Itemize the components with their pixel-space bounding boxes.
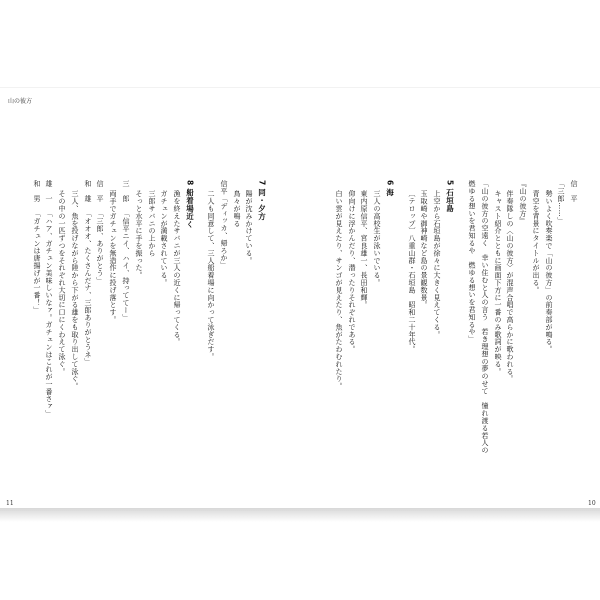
speaker-name: 信 平 xyxy=(570,180,578,203)
script-line: 上空から石垣島が徐々に大きく見えてくる。 xyxy=(433,190,441,338)
script-line: 白い雲が見えたり、サンゴが見えたり、魚がたわむれたり。 xyxy=(335,190,343,390)
script-line: 「ガチュンは唐揚げが一番！」 xyxy=(33,210,41,314)
script-line: 三郎サバニの上から xyxy=(148,190,156,257)
running-head: 山の彼方 xyxy=(8,98,33,105)
speaker-name: 和 雄 xyxy=(84,180,92,203)
scene-heading: 5 石垣島 xyxy=(445,180,455,213)
script-line: 漁を終えたサバニが三人の近くに帰ってくる。 xyxy=(173,190,181,346)
script-line: 「三郎……」 xyxy=(557,180,565,225)
script-line: 両手でガチュンを無造作に投げ落とす。 xyxy=(109,190,117,324)
script-line: 勢いよく吹奏楽で「山の彼方」の前奏部が鳴る。 xyxy=(545,190,553,353)
script-line: そっと水平に手を振った。 xyxy=(135,190,143,279)
script-line: 伴奏隊しの〈山の彼方〉が混声合唱で高らかに歌われる。 xyxy=(506,190,514,383)
script-line: 仰向けに浮かんだり、潜ったりそれぞれである。 xyxy=(348,190,356,353)
speaker-name: 信 平 xyxy=(96,180,104,203)
script-line: 「三郎、ありがとう」 xyxy=(96,210,104,284)
script-line: 〔テロップ〕八重山群・石垣島 昭和二十年代。 xyxy=(408,190,416,353)
script-line: ガチュンが満載されている。 xyxy=(160,190,168,287)
script-line: 三人、魚を投げながら陸から下がる雄をも取り出して泳ぐ。 xyxy=(71,190,79,390)
page-shadow xyxy=(0,508,600,522)
script-line: 鳥々が鳴る xyxy=(233,190,241,227)
script-line: キャスト紹介とともに画面下方に一番のみ歌詞が映る。 xyxy=(494,190,502,375)
script-line: 「ハア、ガチュン美味しいなァ。ガチュンはこれが一番さァ」 xyxy=(45,210,53,418)
page-number-right: 10 xyxy=(588,500,596,507)
script-line: 「信平ニイ、ハイ、持っててー」 xyxy=(122,210,130,321)
scene-heading: 8 船着場近く xyxy=(185,180,195,229)
script-line: 信平「ディッカ、帰ろか」 xyxy=(220,180,228,269)
script-line: その中の一匹ずつをそれぞれ大切に口にくわえて泳ぐ。 xyxy=(58,190,66,375)
speaker-name: 三 郎 xyxy=(122,180,130,203)
script-line: 東内原信平、宮良雄一、長田和輝。 xyxy=(360,190,368,309)
scene-heading: 6 海 xyxy=(385,180,395,197)
script-line: 三人の高校生が泳いでいる。 xyxy=(373,190,381,287)
speaker-name: 雄 一 xyxy=(45,180,53,203)
page-number-left: 11 xyxy=(6,500,14,507)
speaker-name: 和 男 xyxy=(33,180,41,203)
script-line: 玉取崎や御神崎など島の景観数景。 xyxy=(420,190,428,309)
script-line: 『山の彼方』 xyxy=(519,180,527,225)
script-line: 燃ゆる想いを君知るや 燃ゆる想いを君知るや」 xyxy=(468,180,476,343)
script-line: 「山の彼方の空遠く 幸い住むと人の言う 若き理想の夢のせて 憧れ渡る若人の xyxy=(481,180,489,454)
script-line: 「オオオ、たくさんだナ、三郎ありがとうネ」 xyxy=(84,210,92,366)
script-line: 陽が沈みかけている。 xyxy=(245,190,253,264)
scene-heading: 7 同・夕方 xyxy=(257,180,267,221)
script-line: 青空を背景にタイトルが出る。 xyxy=(532,190,540,294)
script-line: 二人も同意して、三人船着場に向かって泳ぎだす。 xyxy=(207,190,215,361)
